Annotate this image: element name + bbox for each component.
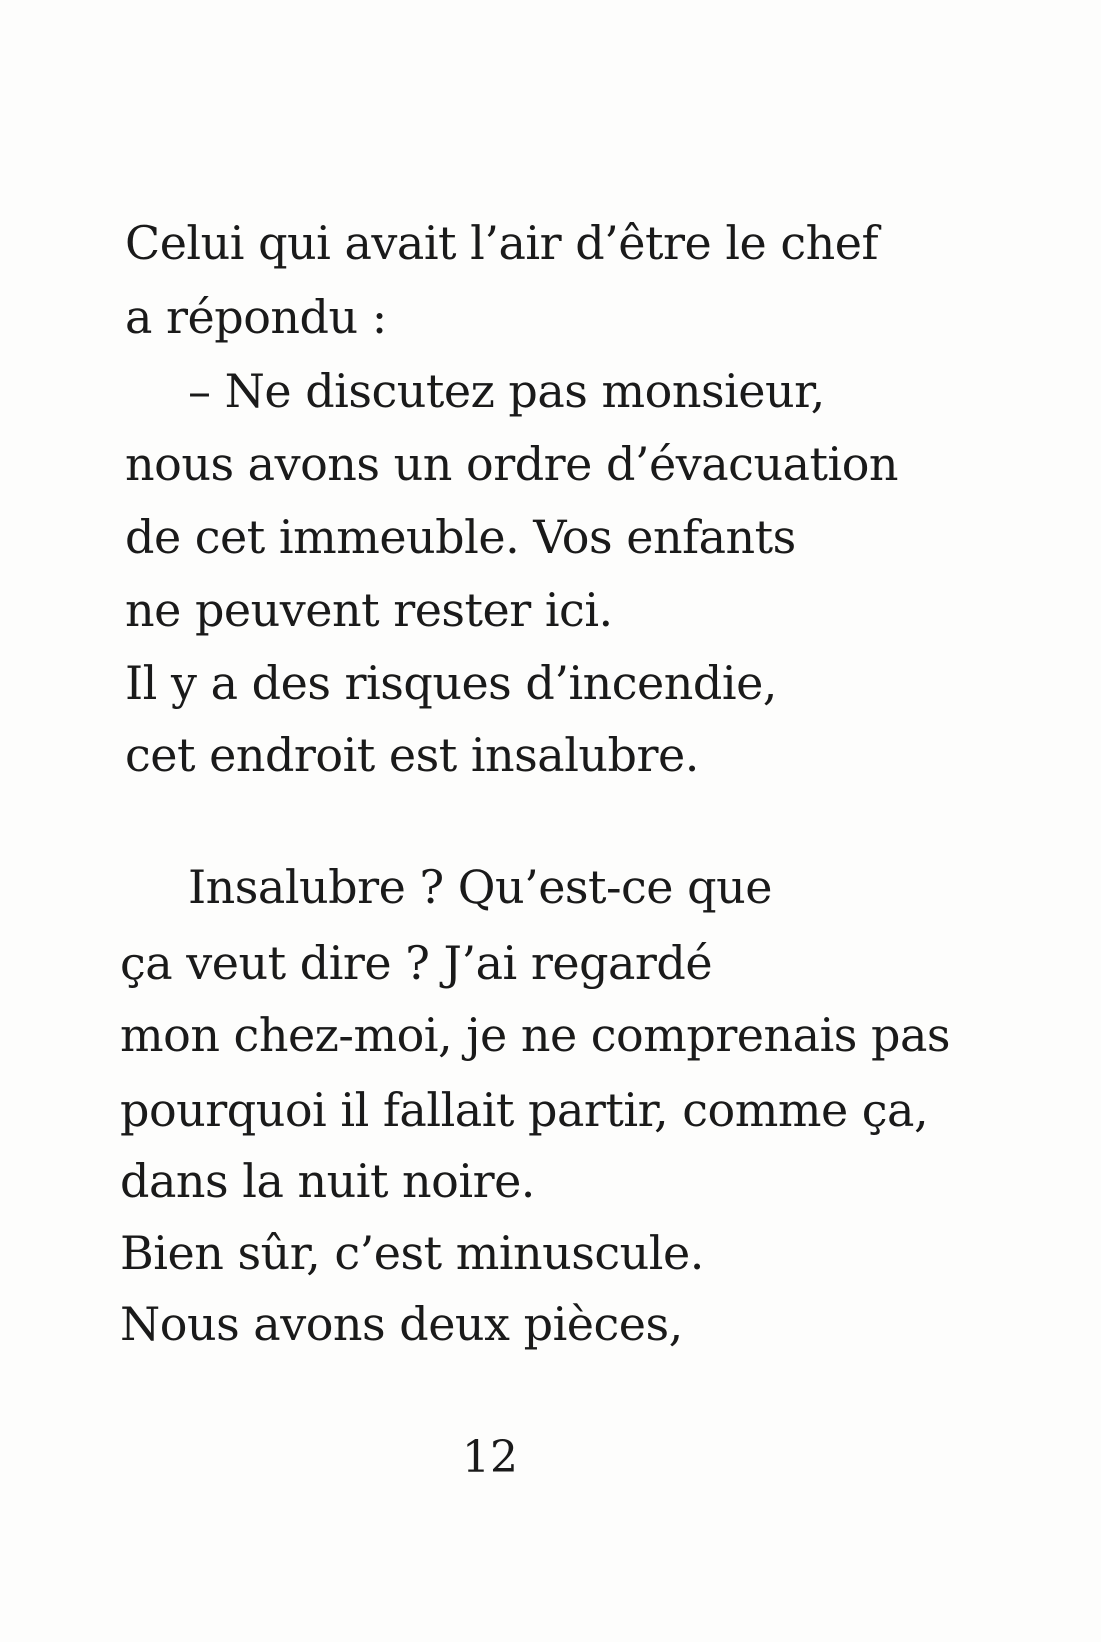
text-line: mon chez-moi, je ne comprenais pas [120,1008,951,1062]
text-line: pourquoi il fallait partir, comme ça, [120,1083,929,1137]
text-line: Bien sûr, c’est minuscule. [120,1226,704,1280]
text-line: ne peuvent rester ici. [125,583,613,637]
page-number: 12 [462,1432,518,1483]
text-line: ça veut dire ? J’ai regardé [120,936,713,990]
text-line: nous avons un ordre d’évacuation [125,437,899,491]
text-line: Insalubre ? Qu’est-ce que [188,860,772,914]
text-line: a répondu : [125,290,387,344]
text-line: Celui qui avait l’air d’être le chef [125,216,879,270]
text-line: cet endroit est insalubre. [125,728,699,782]
text-line: de cet immeuble. Vos enfants [125,510,796,564]
text-line: Nous avons deux pièces, [120,1297,683,1351]
text-line: Il y a des risques d’incendie, [125,656,777,710]
text-line: dans la nuit noire. [120,1154,535,1208]
text-line: – Ne discutez pas monsieur, [188,364,825,418]
